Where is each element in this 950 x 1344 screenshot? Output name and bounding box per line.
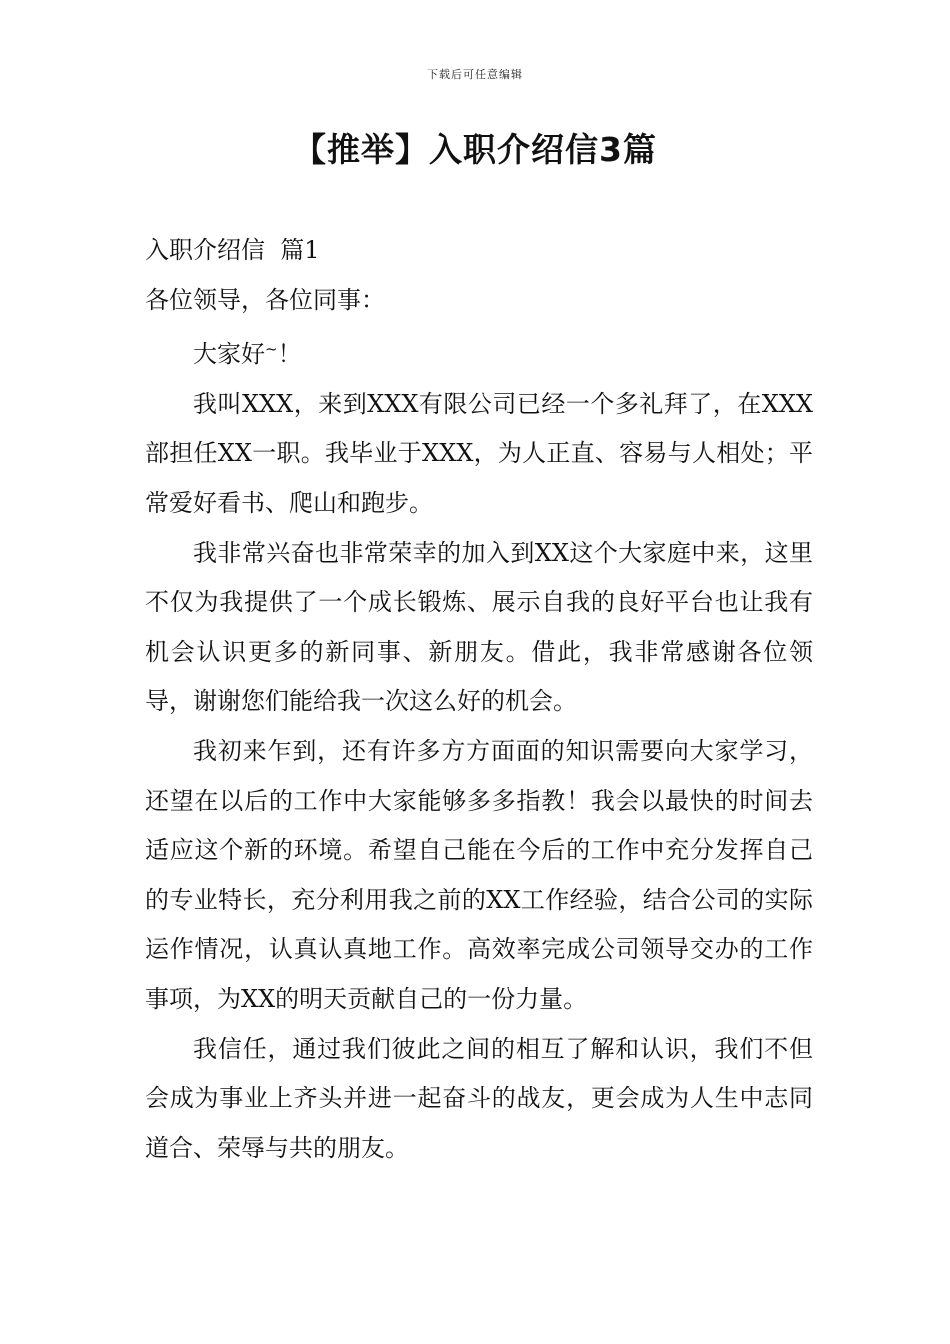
document-body: [145, 226, 813, 1173]
salutation: 各位领导，各位同事：: [145, 285, 385, 314]
greeting: [145, 325, 813, 380]
greeting-end: ！: [277, 340, 302, 369]
paragraph-closing: 我信任，通过我们彼此之间的相互了解和认识，我们不但会成为事业上齐头并进一起奋斗的战友，更会成为人生中志同道合、荣辱与共的朋友。: [145, 1034, 813, 1162]
greeting-tilde: ~: [265, 340, 278, 359]
section-heading: 入职介绍信 篇1: [145, 236, 320, 264]
page-title: 【推举】入职介绍信3篇: [293, 130, 657, 169]
header-note: 下载后可任意编辑: [427, 68, 523, 81]
paragraph-commitment: 我初来乍到，还有许多方方面面的知识需要向大家学习，还望在以后的工作中大家能够多多指教！我会以最快的时间去适应这个新的环境。希望自己能在今后的工作中充分发挥自己的专业特长，充分利用我之前的XX工作经验，结合公司的实际运作情况，认真认真地工作。高效率完成公司领导交办的工作事项，为XX的明天贡献自己的一份力量。: [145, 736, 813, 1013]
paragraph-intro: 我叫XXX，来到XXX有限公司已经一个多礼拜了，在XXX部担任XX一职。我毕业于XXX，为人正直、容易与人相处；平常爱好看书、爬山和跑步。: [145, 389, 813, 517]
greeting-text: 大家好: [193, 340, 265, 369]
paragraph-thanks: 我非常兴奋也非常荣幸的加入到XX这个大家庭中来，这里不仅为我提供了一个成长锻炼、展示自我的良好平台也让我有机会认识更多的新同事、新朋友。借此，我非常感谢各位领导，谢谢您们能给我一次这么好的机会。: [145, 538, 813, 716]
